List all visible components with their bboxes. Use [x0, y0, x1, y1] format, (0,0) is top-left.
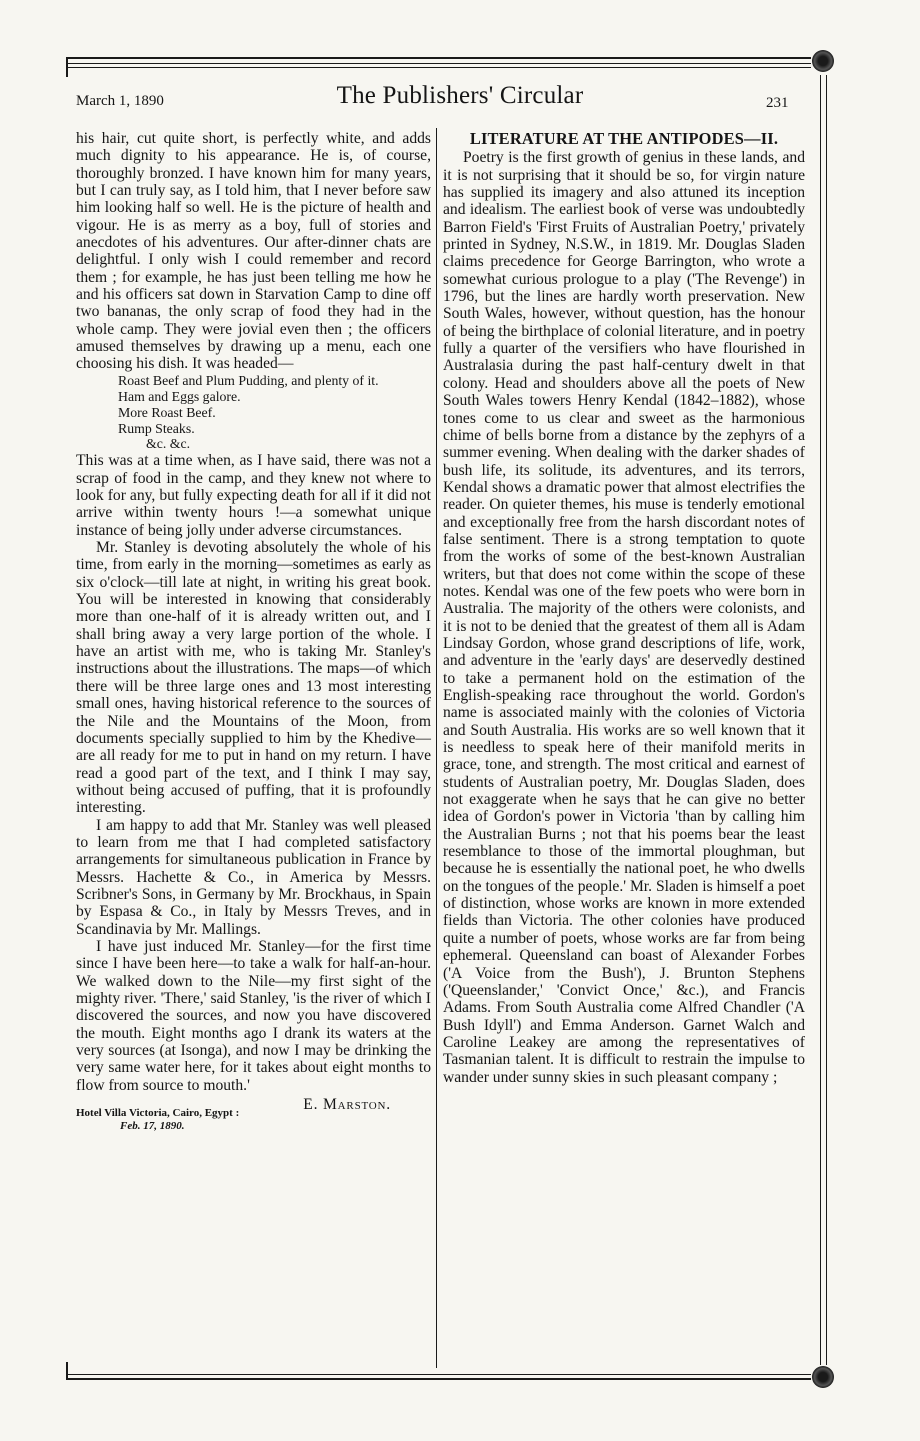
paragraph: I have just induced Mr. Stanley—for the first time since I have been here—to take a walk for half-an-hour. We walked down to the Nile—my first sight of the mighty river. 'There,' said Stanley, 'is the river of which I discovered the sources, and now you have discovered the mouth. Eight months ago I drank its waters at the very sources (at Isonga), and now I may be drinking the very same water here, for it takes about eight months to flow from source to mouth.': [76, 937, 431, 1094]
article-heading: LITERATURE AT THE ANTIPODES—II.: [469, 129, 779, 148]
author-signature: E. Marston.: [303, 1096, 391, 1114]
right-border-rule: [826, 75, 827, 1365]
dateline-address: Hotel Villa Victoria, Cairo, Egypt :: [76, 1107, 240, 1120]
column-divider: [436, 128, 437, 1368]
top-border-rule: [66, 57, 811, 59]
top-border-rule: [66, 63, 811, 64]
top-border-rule: [66, 67, 811, 68]
paragraph: Mr. Stanley is devoting absolutely the whole of his time, from early in the morning—sometimes as early as six o'clock—till late at night, in writing his great book. You will be interested in knowing that considerably more than one-half of it is already written out, and I shall bring away a very large portion of the whole. I have an artist with me, who is taking Mr. Stanley's instructions about the illustrations. The maps—of which there will be three large ones and 13 most interesting small ones, having historical reference to the sources of the Nile and the Mountains of the Moon, from documents specially supplied to him by the Khedive—are all ready for me to put in hand on my return. I have read a good part of the text, and I think I may say, without being accused of puffing, that it is profoundly interesting.: [76, 539, 431, 817]
menu-list: [118, 373, 431, 453]
menu-item: Ham and Eggs galore.: [118, 388, 241, 404]
corner-ornament-icon: [812, 50, 834, 72]
dateline-date: Feb. 17, 1890.: [120, 1120, 185, 1133]
page-number: 231: [766, 95, 789, 111]
paragraph: I am happy to add that Mr. Stanley was well pleased to learn from me that I had completed satisfactory arrangements for simultaneous publication in France by Messrs. Hachette & Co., in America by Messrs. Scribner's Sons, in Germany by Mr. Brockhaus, in Spain by Espasa & Co., in Italy by Messrs Treves, and in Scandinavia by Mr. Mallings.: [76, 816, 431, 938]
right-column: [443, 130, 805, 1086]
issue-date: March 1, 1890: [76, 93, 164, 109]
left-column: [76, 130, 431, 1133]
publication-title: The Publishers' Circular: [336, 82, 584, 109]
paragraph: his hair, cut quite short, is perfectly white, and adds much dignity to his appearance. He is, of course, thoroughly bronzed. I have known him for many years, but I can truly say, as I told him, that I never before saw him looking half so well. He is the picture of health and vigour. He is as merry as a boy, full of stories and anecdotes of his adventures. Our after-dinner chats are delightful. I only wish I could remember and record them ; for example, he has just been telling me how he and his officers sat down in Starvation Camp to dine off two bananas, the only scrap of food they had in the whole camp. They were jovial even then ; the officers amused themselves by drawing up a menu, each one choosing his dish. It was headed—: [76, 130, 431, 373]
corner-ornament-icon: [812, 1366, 834, 1388]
menu-item: Roast Beef and Plum Pudding, and plenty of it.: [118, 372, 379, 388]
paragraph: This was at a time when, as I have said, there was not a scrap of food in the camp, and they knew not where to look for any, but fully expecting death for all if it did not arrive within twenty hours !—a somewhat unique instance of being jolly under adverse circumstances.: [76, 452, 431, 539]
menu-item: More Roast Beef.: [118, 404, 216, 420]
bottom-border-rule: [66, 1378, 811, 1380]
menu-item: Rump Steaks.: [118, 420, 195, 436]
right-border-rule: [820, 75, 821, 1365]
left-border-bracket: [66, 57, 68, 77]
paragraph: Poetry is the first growth of genius in these lands, and it is not surprising that it should be so, for virgin nature has supplied its imagery and also attuned its inception and idealism. The earliest book of verse was undoubtedly Barron Field's 'First Fruits of Australian Poetry,' privately printed in Sydney, N.S.W., in 1819. Mr. Douglas Sladen claims precedence for George Barrington, who wrote a somewhat curious prologue to a play ('The Revenge') in 1796, but the lines are hardly worth preservation. New South Wales, however, without question, has the honour of being the birthplace of colonial literature, and in poetry fully a quarter of the versifiers who have flourished in Australasia during the past half-century dwelt in that colony. Head and shoulders above all the poets of New South Wales towers Henry Kendal (1842–1882), whose tones come to us clear and sweet as the harmonious chime of bells borne from a distance by the zephyrs of a summer evening. When dealing with the darker shades of bush life, its solitude, its adventures, and its terrors, Kendal shows a dramatic power that almost electrifies the reader. On quieter themes, his muse is tenderly emotional and exceptionally free from the harsh discordant notes of false sentiment. There is a strong temptation to quote from the works of some of the best-known Australian writers, but that does not come within the scope of these notes. Kendal was one of the few poets who were born in Australia. The majority of the others were colonists, and it is not to be denied that the greatest of them all is Adam Lindsay Gordon, whose grand descriptions of life, work, and adventure in the 'early days' are deservedly destined to take a permanent hold on the estimation of the English-speaking race throughout the world. Gordon's name is associated mainly with the colonies of Victoria and South Australia. His works are so well known that it is needless to speak here of their manifold merits in grace, tone, and strength. The most critical and earnest of students of Australian poetry, Mr. Douglas Sladen, does not exaggerate when he says that he can give no better idea of Gordon's power in Victoria 'than by calling him the Australian Burns ; not that his poems bear the least resemblance to those of the immortal ploughman, but because he is essentially the national poet, he who dwells on the tongues of the people.' Mr. Sladen is himself a poet of distinction, whose works are known in more extended fields than Victoria. The other colonies have produced quite a number of poets, whose works are far from being ephemeral. Queensland can boast of Alexander Forbes ('A Voice from the Bush'), J. Brunton Stephens ('Queenslander,' 'Convict Once,' &c.), and Francis Adams. From South Australia come Alfred Chandler ('A Bush Idyll') and Emma Anderson. Garnet Walch and Caroline Leakey are among the representatives of Tasmanian talent. It is difficult to restrain the impulse to wander under sunny skies in such pleasant company ;: [443, 149, 805, 1086]
bottom-border-rule: [66, 1374, 811, 1375]
menu-item: &c. &c.: [146, 436, 191, 452]
